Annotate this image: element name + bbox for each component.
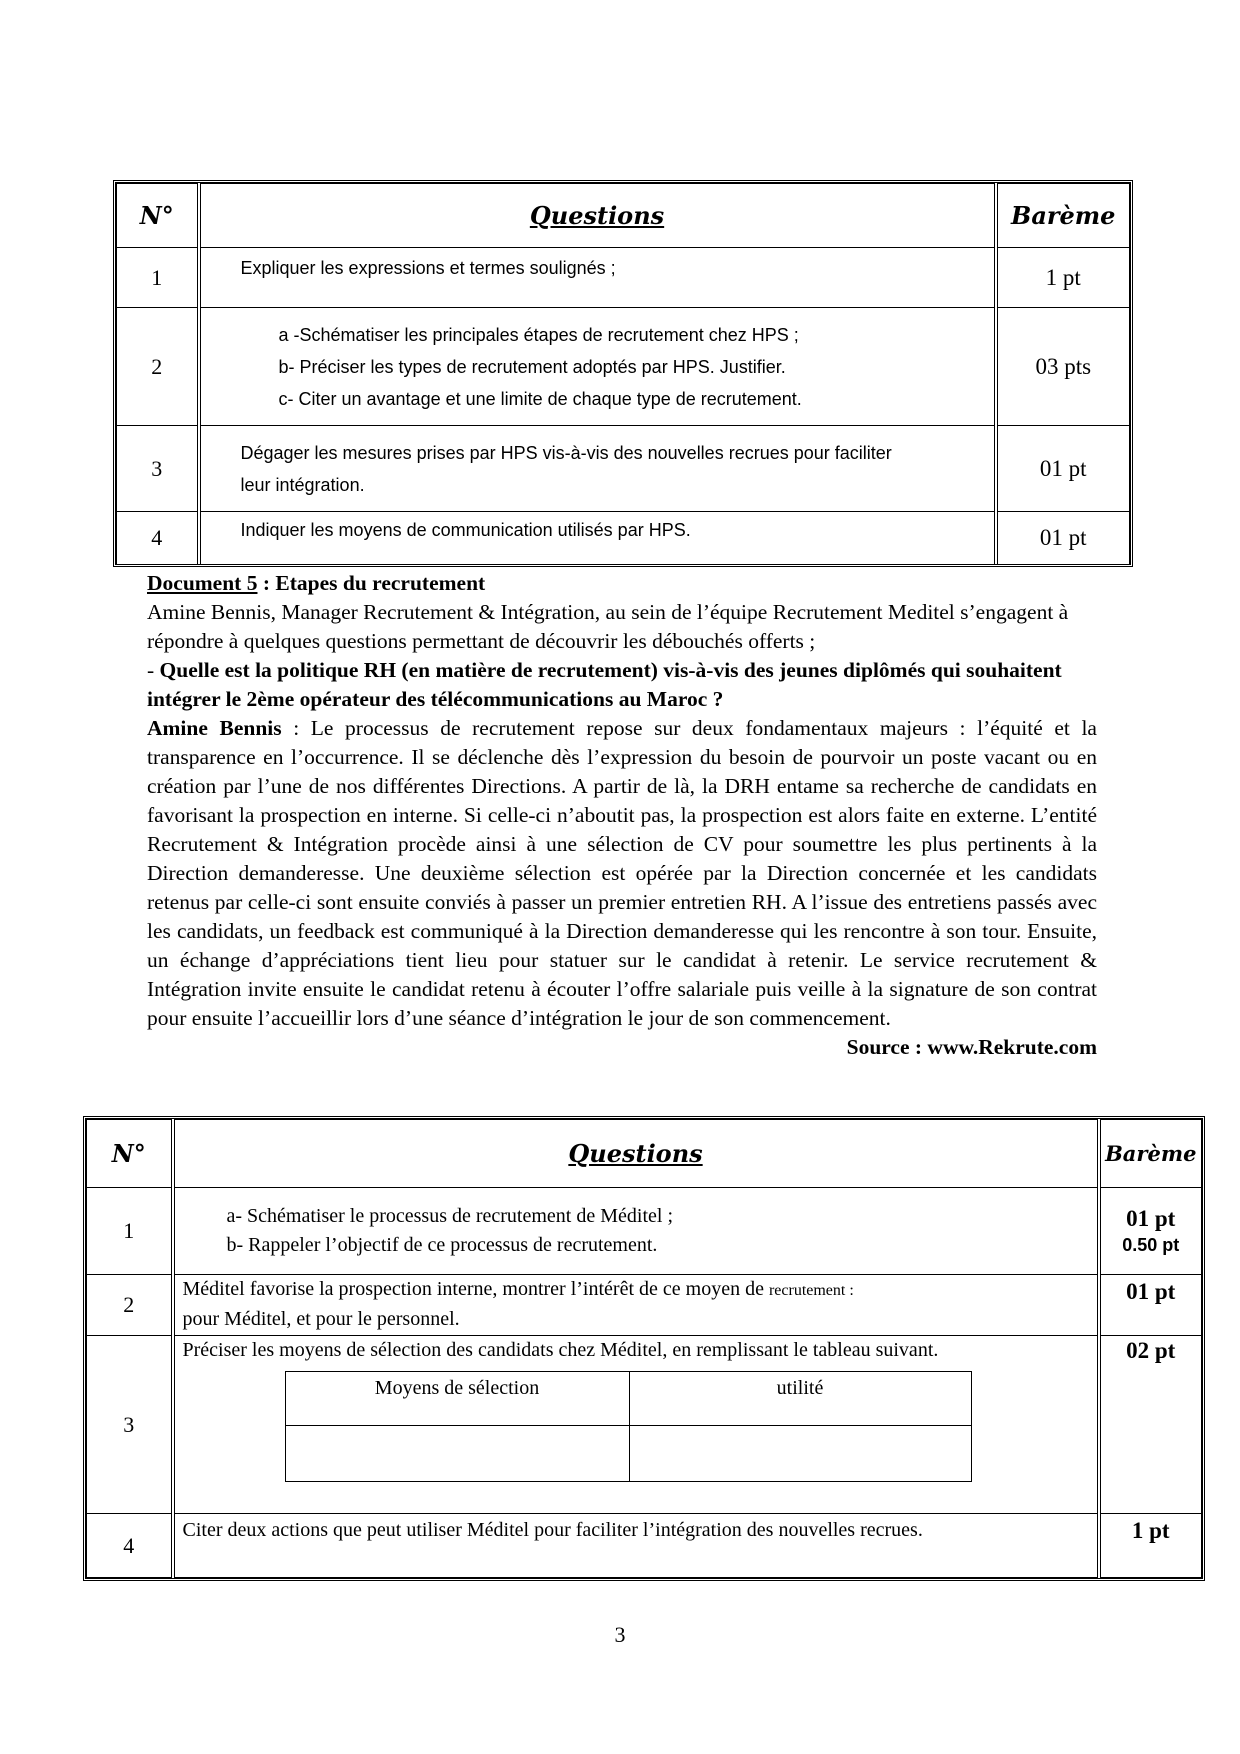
bareme-a: 01 pt [1126,1206,1176,1231]
questions-table-2 [83,1116,1205,1581]
selection-table [285,1371,972,1482]
question-line: Préciser les moyens de sélection des candidats chez Méditel, en remplissant le tableau suivant. [182,1339,939,1361]
question-line: leur intégration. [240,474,365,495]
bareme-value: 02 pt [1099,1336,1202,1514]
question-line: Dégager les mesures prises par HPS vis-à-vis des nouvelles recrues pour faciliter [240,442,892,463]
header-questions: Questions [173,1120,1099,1188]
row-number: 3 [87,1336,173,1514]
empty-cell[interactable] [629,1426,971,1482]
document-intro: Amine Bennis, Manager Recrutement & Intégration, au sein de l’équipe Recrutement Meditel s’engagent à répondre à quelques questions permettant de découvrir les débouchés offerts ; [147,600,1069,653]
col-header-moyens: Moyens de sélection [285,1372,629,1426]
table-row [117,426,1130,512]
question-line: a- Schématiser le processus de recrutement de Méditel ; [226,1205,673,1227]
header-num: N° [117,184,199,248]
header-bareme: Barème [996,184,1130,248]
header-questions: Questions [199,184,996,248]
document-5 [147,569,1097,1062]
row-number: 1 [117,248,199,308]
question-text [199,308,996,426]
row-number: 4 [117,512,199,565]
bareme-value: 03 pts [996,308,1130,426]
question-text [199,248,996,308]
question-line: c- Citer un avantage et une limite de chaque type de recrutement. [278,388,802,409]
bareme-value: 01 pt [1099,1275,1202,1336]
document-title-rest: : Etapes du recrutement [257,571,486,595]
row-number: 3 [117,426,199,512]
table-row [117,308,1130,426]
row-number: 4 [87,1514,173,1578]
bareme-value: 1 pt [996,248,1130,308]
question-dash: - [147,658,160,682]
document-title [147,569,1097,598]
question-line: b- Rappeler l’objectif de ce processus de recrutement. [226,1234,658,1256]
bareme-b: 0.50 pt [1122,1235,1180,1255]
question-text [199,426,996,512]
page-number: 3 [614,1622,626,1647]
question-line [183,1275,1097,1305]
row-number: 2 [117,308,199,426]
document-label: Document 5 [147,571,258,595]
table-row [87,1514,1202,1578]
table-row [87,1275,1202,1336]
questions-table-1 [113,180,1133,567]
question-line-small: recrutement : [768,1282,854,1299]
row-number: 1 [87,1188,173,1275]
question-text [173,1275,1099,1336]
document-source: Source : www.Rekrute.com [846,1035,1097,1059]
answer-text: : Le processus de recrutement repose sur deux fondamentaux majeurs : l’équité et la transparence en l’occurrence. Il se déclenche dès l’expression du besoin de pourvoir un poste vacant ou en création par l’une de nos différentes Directions. A partir de là, la DRH entame sa recherche de candidats en favorisant la prospection en interne. Si celle-ci n’aboutit pas, la prospection est alors faite en externe. L’entité Recrutement & Intégration procède ainsi à une sélection de CV pour soumettre les plus pertinents à la Direction demanderesse. Une deuxième sélection est opérée par la Direction concernée et les candidats retenus par celle-ci sont ensuite conviés à passer un premier entretien RH. A l’issue des entretiens passés avec les candidats, un feedback est communiqué à la Direction demanderesse qui les rencontre à son tour. Ensuite, un échange d’appréciations tient lieu pour statuer sur le candidat à retenir. Le service recrutement & Intégration invite ensuite le candidat retenu à écouter l’offre salariale puis veille à la signature de son contrat pour ensuite l’accueillir lors d’une séance d’intégration le jour de son commencement. [147,716,1097,1030]
bareme-value: 1 pt [1099,1514,1202,1578]
document-question [147,656,1097,714]
question-text: Quelle est la politique RH (en matière de recrutement) vis-à-vis des jeunes diplômés qui souhaitent intégrer le 2ème opérateur des télécommunications au Maroc ? [147,658,1062,711]
question-line: Expliquer les expressions et termes soulignés ; [240,258,616,278]
question-line: b- Préciser les types de recrutement adoptés par HPS. Justifier. [278,356,786,377]
question-line: a -Schématiser les principales étapes de recrutement chez HPS ; [278,324,799,345]
speaker-name: Amine Bennis [147,716,282,740]
table-row [117,512,1130,565]
question-text [199,512,996,565]
document-answer [147,714,1097,1033]
question-line-main: Méditel favorise la prospection interne, montrer l’intérêt de ce moyen de [182,1278,769,1300]
question-line: Indiquer les moyens de communication utilisés par HPS. [240,520,691,540]
bareme-value: 01 pt [996,426,1130,512]
row-number: 2 [87,1275,173,1336]
bareme-value: 01 pt [996,512,1130,565]
table-row [117,248,1130,308]
question-text [173,1336,1099,1514]
col-header-utilite: utilité [629,1372,971,1426]
header-num: N° [87,1120,173,1188]
header-bareme: Barème [1099,1120,1202,1188]
question-text [173,1188,1099,1275]
table-row [87,1188,1202,1275]
question-line: pour Méditel, et pour le personnel. [182,1308,460,1330]
empty-cell[interactable] [285,1426,629,1482]
question-text: Citer deux actions que peut utiliser Méditel pour faciliter l’intégration des nouvelles recrues. [173,1514,1099,1578]
bareme-value [1099,1188,1202,1275]
table-row [87,1336,1202,1514]
